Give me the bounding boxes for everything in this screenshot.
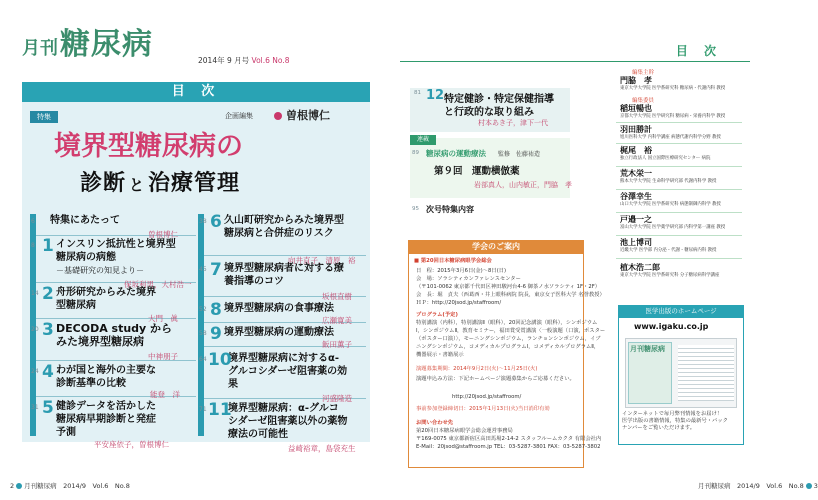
article-title: 久山町研究からみた境界型糖尿病と合併症のリスク [224, 215, 344, 239]
conference-line: 演題募集期間：2014年9月2日(火)～11月25日(火) [416, 366, 538, 372]
conference-line: 第20回日本糖尿病眼学会総会運営事務局 [416, 428, 513, 434]
editor-affiliation: 熊本大学大学院 生命科学研究部 代謝内科学 教授 [620, 179, 717, 184]
article-page: 71 [199, 406, 207, 413]
article-title: 境界型糖尿病の運動療法 [224, 327, 334, 338]
left-page [0, 0, 382, 500]
article-author: 広瀬寛美 [322, 316, 352, 325]
article-number: 6 [210, 212, 222, 232]
conference-url[interactable]: http://20jsod.jp/staffroom/ [452, 394, 522, 400]
article-page: 6 [31, 218, 35, 225]
article-title: 境界型糖尿病に対するα-グルコシダーゼ阻害薬の効果 [228, 353, 348, 390]
article-author: 飯田薫子 [322, 340, 352, 349]
conference-line: E-Mail：20jsod@staffroom.jp TEL：03-5287-3801 FAX：03-5287-3802 [416, 444, 601, 450]
footer-left [10, 481, 130, 490]
special-badge: 特集 [30, 111, 58, 123]
next-issue-page: 95 [412, 206, 419, 212]
footer-page-number: 2 [10, 482, 15, 490]
article-number: 3 [42, 320, 54, 340]
article-subtitle: －基礎研究の知見より－ [56, 266, 144, 275]
footer-text: 月刊糖尿病 2014/9 Vol.6 No.8 [698, 482, 804, 490]
editor-name: 戸邉一之 [620, 214, 652, 224]
title-sub-b: 治療管理 [148, 171, 241, 196]
special-title-main: 境界型糖尿病の [54, 131, 243, 162]
editor-name: 荒木栄一 [620, 168, 652, 178]
article-page: 14 [31, 290, 39, 297]
footer-dot-icon [806, 483, 812, 489]
title-sub-a: 診断 [80, 171, 127, 196]
divider [616, 189, 742, 190]
editor-name: 谷澤幸生 [620, 191, 652, 201]
series-name: 糖尿病の運動療法 [426, 149, 486, 158]
cover-title: 月刊糖尿病 [630, 345, 665, 353]
divider [616, 122, 742, 123]
homepage-note-line: ナンバーをご覧いただけます。 [622, 425, 696, 432]
article-number: 5 [42, 398, 54, 418]
article-6[interactable] [199, 212, 370, 265]
special-title-sub [80, 166, 240, 197]
article-page: 38 [199, 218, 207, 225]
article-number: 7 [210, 260, 222, 280]
article-10[interactable] [199, 350, 370, 403]
article-page: 24 [31, 368, 39, 375]
homepage-url[interactable]: www.igaku.co.jp [634, 322, 709, 331]
article-number: 4 [42, 362, 54, 382]
logo-large-text: 糖尿病 [60, 27, 153, 62]
article-8[interactable] [199, 300, 370, 325]
article-12-number: 12 [426, 88, 445, 103]
article-4[interactable] [31, 362, 198, 399]
editor-affiliation: 富山大学大学院 医学薬学研究部 内科学第一講座 教授 [620, 225, 726, 230]
editor-name: 曽根博仁 [286, 109, 330, 122]
footer-dot-icon [16, 483, 22, 489]
article-title: 舟形研究からみた境界型糖尿病 [56, 287, 156, 311]
article-page: 45 [199, 266, 207, 273]
article-number: 8 [210, 300, 222, 320]
article-number: 11 [208, 400, 232, 420]
footer-right [698, 481, 818, 490]
article-12-page: 81 [414, 90, 421, 96]
editor-name: 植木浩二郎 [620, 262, 660, 272]
editor-in-chief-header: 編集主幹 [632, 70, 655, 76]
editor-affiliation: 旭川医科大学 内科学講座 病態代謝内科学分野 教授 [620, 135, 721, 140]
editorial-board-header: 編集委員 [632, 98, 655, 104]
article-title: 特集にあたって [50, 215, 120, 226]
article-author: 中神朋子 [148, 352, 178, 361]
conference-line: （ポスター口演）〉，モーニングシンポジウム，ランチョンシンポジウム，イブ [416, 336, 601, 342]
article-author: 坂根直樹 [322, 292, 352, 301]
editor-bullet-icon [274, 112, 282, 120]
homepage-note-line: 医学出版の書籍情報，特集の最新号・バック [622, 418, 728, 425]
conference-line: 演題申込み方法：下記ホームページ演題募集からご応募ください。 [416, 376, 575, 382]
toc-heading-left: 目 次 [22, 82, 370, 102]
editor-affiliation: 独立行政法人 国立国際医療研究センター 病院 [620, 156, 711, 161]
conference-url[interactable]: ＨＰ：http://20jsod.jp/staffroom/ [416, 300, 502, 306]
logo-small-text: 月刊 [22, 38, 58, 59]
series-authors: 岩部真人，山内敏正，門脇 孝 [474, 181, 572, 189]
article-author: 向井直子，清原 裕 [288, 256, 356, 265]
homepage-text-lines [678, 345, 734, 401]
article-number: 1 [42, 236, 54, 256]
conference-notice-header: 学会のご案内 [408, 240, 584, 254]
article-page: 52 [199, 306, 207, 313]
article-title: 境界型糖尿病：α-グルコシダーゼ阻害薬以外の薬物療法の可能性 [228, 403, 348, 440]
divider [616, 143, 742, 144]
article-title: 健診データを活かした糖尿病早期診断と発症予測 [56, 401, 156, 438]
conference-line: 会 長：堀 貞夫（西葛西・井上眼科病院 院長，東京女子医科大学 名誉教授） [416, 292, 605, 298]
issue-info [198, 55, 290, 66]
article-title: わが国と海外の主要な診断基準の比較 [56, 365, 156, 389]
editor-name: 稲垣暢也 [620, 103, 652, 113]
conference-line: （〒101-0062 東京都千代田区神田駿河台4-6 御茶ノ水ソラシティ 1F・2F） [416, 284, 601, 290]
conference-contact-label: お問い合わせ先 [416, 420, 454, 426]
article-author: 能登 洋 [150, 390, 180, 399]
series-editor: 監修 佐藤祐造 [498, 151, 541, 158]
conference-title: ■ 第20回日本糖尿病眼学会総会 [414, 258, 492, 264]
article-author: 曽根博仁 [148, 230, 178, 239]
article-number: 10 [208, 350, 232, 370]
article-page: 58 [199, 330, 207, 337]
editor-affiliation: 近畿大学 医学部 内分泌・代謝・糖尿病内科 教授 [620, 248, 717, 253]
conference-line: 特別講演（内科），特別講演Ⅱ（眼科），20回記念講演（眼科），シンポジウム [416, 320, 598, 326]
article-author: 大門 眞 [148, 314, 178, 323]
editor-affiliation: 京都大学大学院 医学研究科 糖尿病・栄養内科学 教授 [620, 114, 726, 119]
article-author: 河盛隆造 [322, 394, 352, 403]
divider [616, 166, 742, 167]
conference-line: Ⅰ，シンポジウムⅡ，教育セミナー，福田賞受賞講演〈一般演題（口演，ポスター [416, 328, 606, 334]
article-number: 2 [42, 284, 54, 304]
editor-name: 羽田勝計 [620, 124, 652, 134]
footer-text: 月刊糖尿病 2014/9 Vol.6 No.8 [24, 482, 130, 490]
article-1[interactable] [31, 236, 198, 289]
article-title: インスリン抵抗性と境界型糖尿病の病態 [56, 239, 176, 263]
editor-affiliation: 山口大学大学院 医学系研究科 病態制御内科学 教授 [620, 202, 721, 207]
magazine-logo [22, 27, 153, 62]
article-12-title-line2: と行政的な取り組み [444, 107, 534, 118]
article-number: 9 [210, 324, 222, 344]
editor-name: 池上博司 [620, 237, 652, 247]
series-page: 89 [412, 150, 419, 156]
issue-volume: Vol.6 No.8 [251, 56, 290, 65]
conference-line: ニングシンポジウム，コメディカルプログラムⅠ，コメディカルプログラムⅡ， [416, 344, 600, 350]
article-11[interactable] [199, 400, 370, 453]
homepage-note [622, 411, 728, 433]
editor-affiliation: 東京大学大学院 医学系研究科 分子糖尿病科学講座 [620, 273, 720, 278]
conference-line: 会 場：ソラシティカンファレンスセンター [416, 276, 521, 282]
homepage-header: 医学出版のホームページ [618, 305, 744, 317]
footer-page-number: 3 [813, 482, 818, 490]
editor-affiliation: 東京大学大学院 医学系研究科 糖尿病・代謝内科 教授 [620, 86, 726, 91]
series-badge: 連載 [410, 135, 436, 145]
article-12-author: 村本あき子，津下一代 [478, 119, 548, 127]
article-intro[interactable] [31, 214, 198, 239]
issue-date: 2014年 9 月号 [198, 56, 250, 65]
article-author: 益崎裕章，島袋充生 [288, 444, 356, 453]
article-page: 31 [31, 404, 39, 411]
article-5[interactable] [31, 398, 198, 449]
article-title: 境界型糖尿病の食事療法 [224, 303, 334, 314]
article-12-title-line1: 特定健診・特定保健指導 [444, 94, 554, 105]
editor-label: 企画編集 [225, 112, 253, 120]
article-title: 境界型糖尿病者に対する療養指導のコツ [224, 263, 344, 287]
article-3[interactable] [31, 320, 198, 361]
homepage-note-line: インターネットで毎月弊刊情報をお届け！ [622, 411, 723, 417]
conference-line: 機器展示・書籍展示 [416, 352, 464, 358]
series-episode: 第９回 運動横倣薬 [434, 166, 520, 177]
conference-program-label: プログラム(予定) [416, 312, 458, 318]
title-sub-to: と [129, 176, 146, 194]
divider [616, 212, 742, 213]
divider [616, 235, 742, 236]
toc-heading-right: 目 次 [400, 40, 750, 62]
right-page [382, 0, 818, 500]
editor-name: 梶尾 裕 [620, 145, 652, 155]
article-9[interactable] [199, 324, 370, 349]
article-author: 保坂利男，大村浩一 [124, 280, 192, 289]
article-title: DECODA study からみた境界型糖尿病 [56, 322, 173, 348]
conference-line: 〒169-0075 東京都新宿区高田馬場2-14-2 スタッフルームカクタ 有限会社内 [416, 436, 602, 442]
article-page: 64 [199, 356, 207, 363]
divider [616, 258, 742, 259]
article-author: 平安座依子，曽根博仁 [94, 440, 169, 449]
next-issue-link[interactable]: 次号特集内容 [426, 205, 474, 214]
editor-name: 門脇 孝 [620, 75, 652, 85]
conference-line: 日 程：2015年3月6日(金)～8日(日) [416, 268, 507, 274]
article-page: 8 [31, 242, 35, 249]
conference-line: 事前参加登録締切日：2015年1月13日(火)当日消印有効 [416, 406, 550, 412]
article-page: 20 [31, 326, 39, 333]
